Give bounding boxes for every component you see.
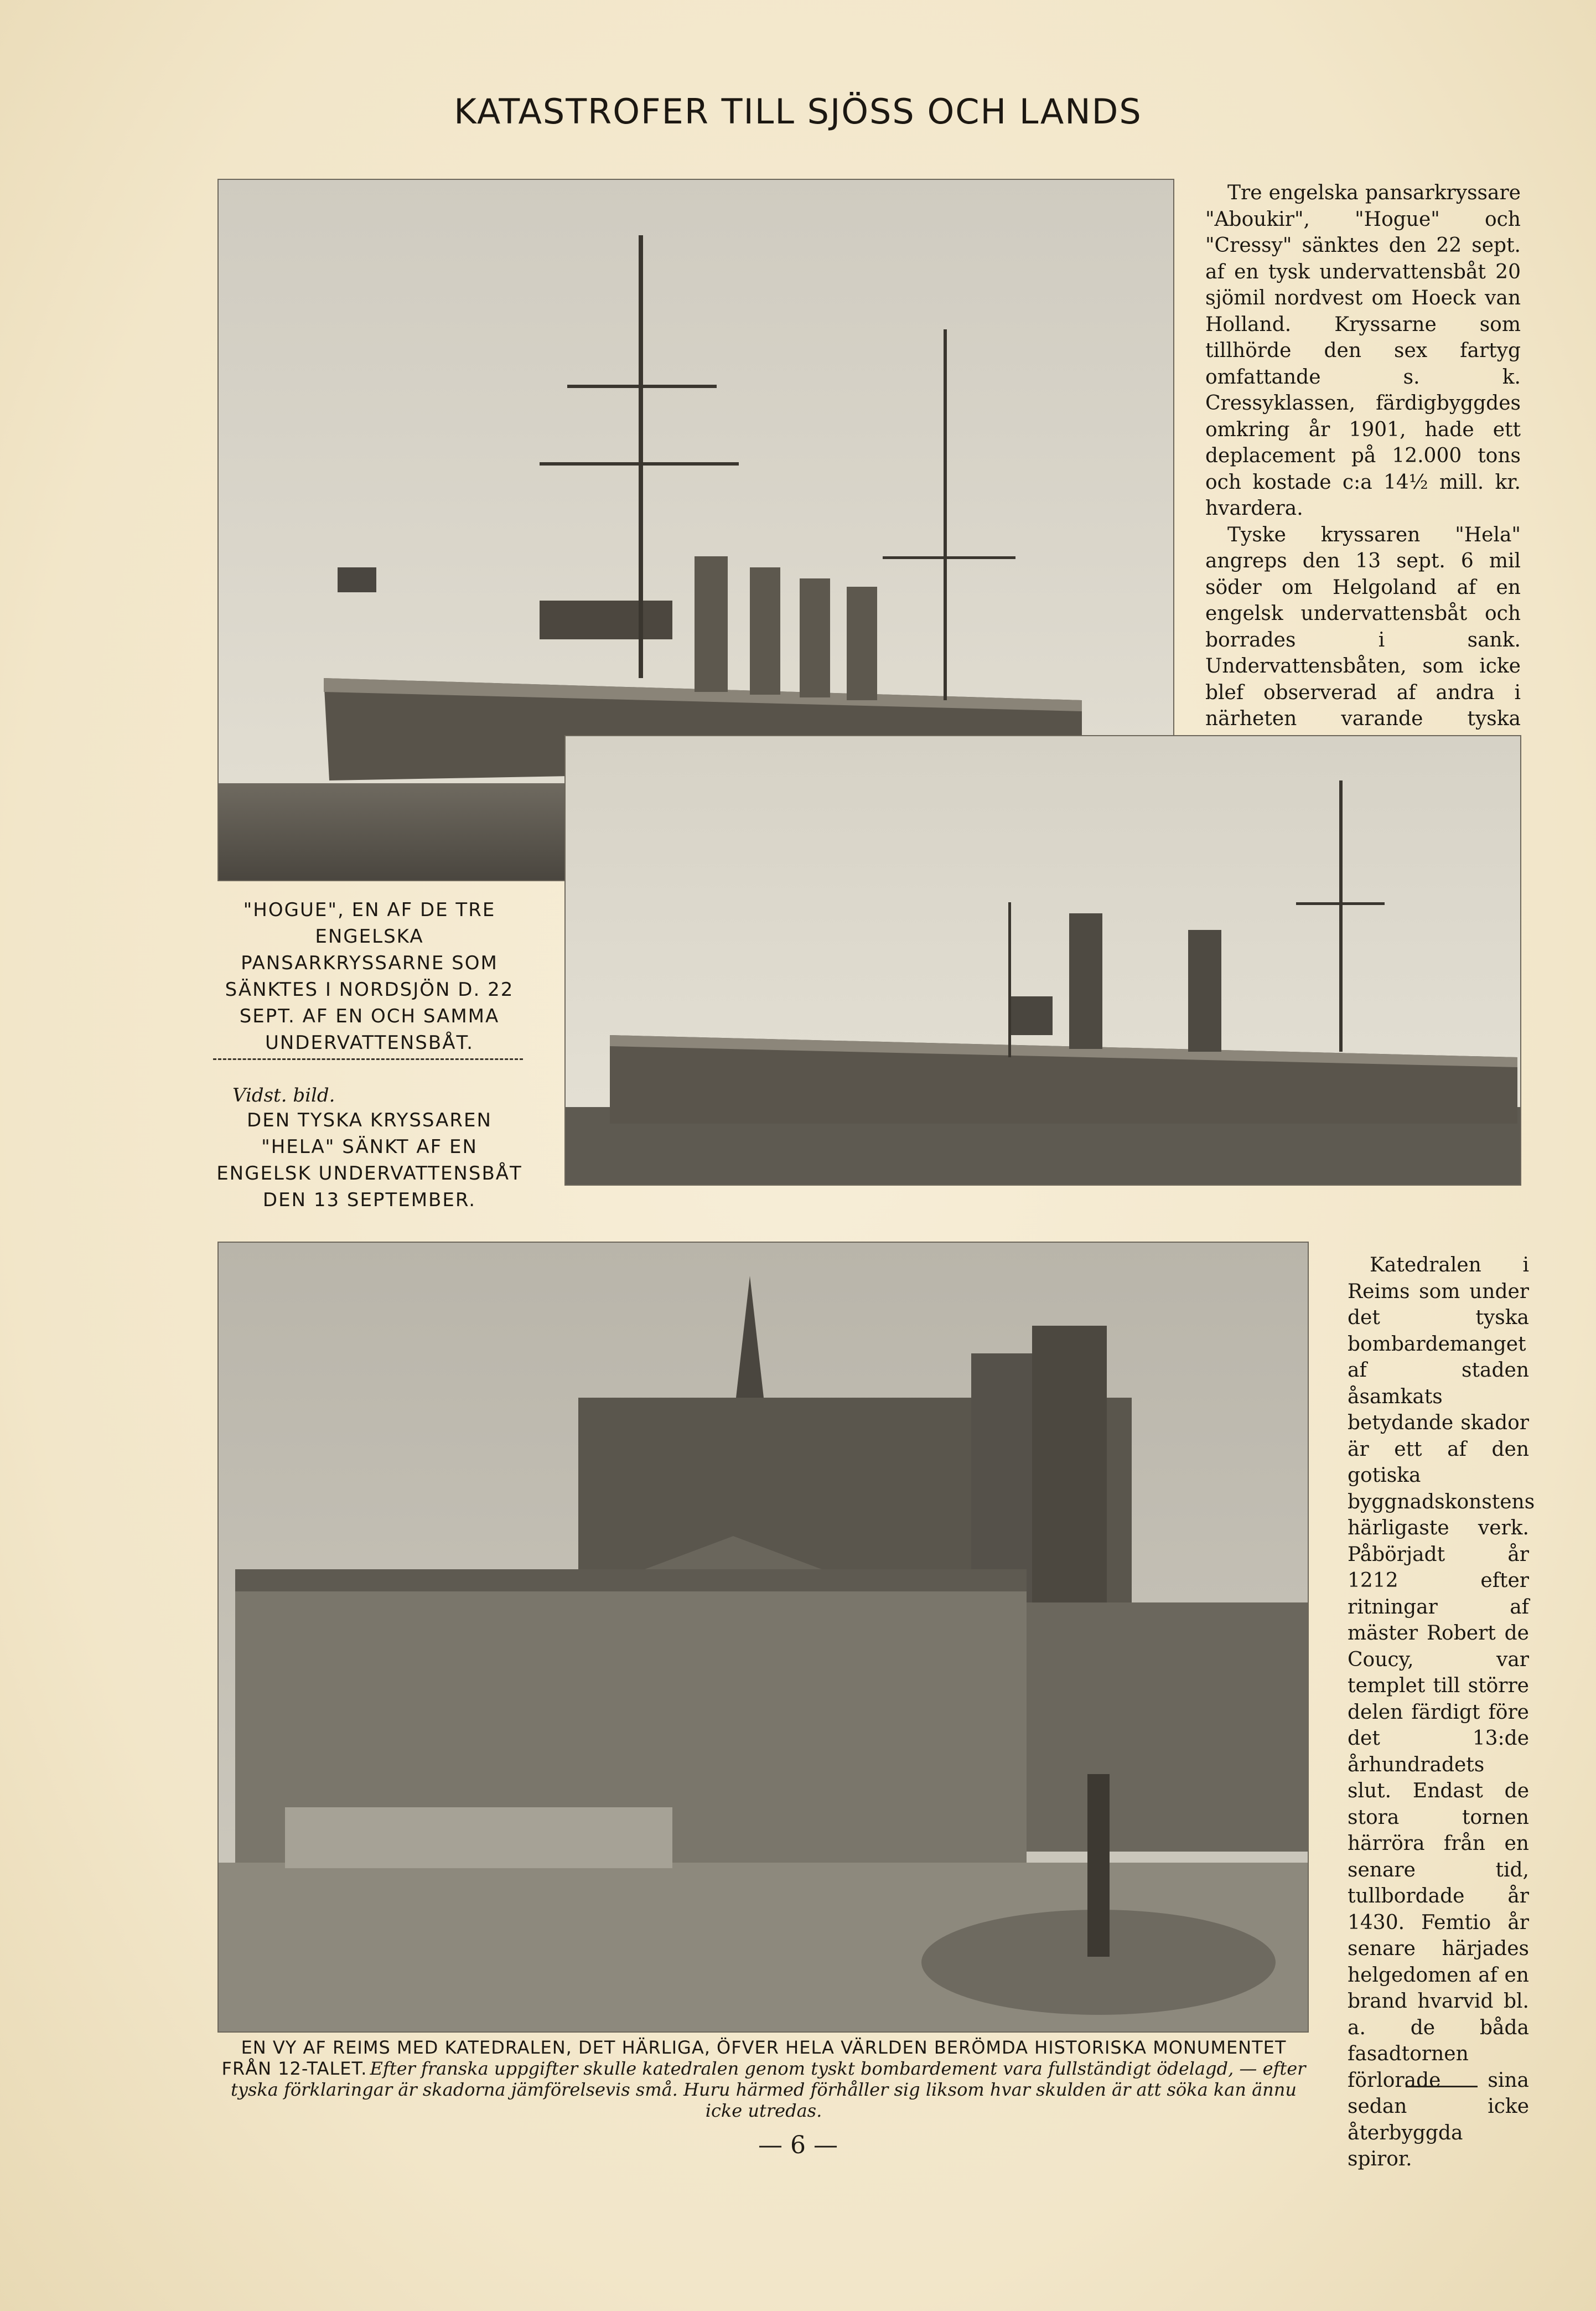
caption-reims — [213, 2037, 1314, 2121]
cathedral-article-text — [1348, 1252, 1535, 2173]
caption-hela: DEN TYSKA KRYSSAREN "HELA" SÄNKT AF EN ENGELSK UNDERVATTENSBÅT DEN 13 SEPTEMBER. — [216, 1109, 522, 1211]
ships-paragraph-1: Tre engelska pansarkryssare "Aboukir", "Hogue" och "Cressy" sänktes den 22 sept. af en tysk undervattensbåt 20 sjömil nordvest om Hoeck van Holland. Kryssarne som tillhörde den sex fartyg omfattande s. k. Cressyklassen, färdigbyggdes omkring år 1901, hade ett deplacement på 12.000 tons och kostade c:a 14½ mill. kr. hvardera. — [1205, 182, 1521, 520]
caption-divider — [213, 1058, 523, 1060]
page-number: — 6 — — [758, 2131, 838, 2159]
ships-paragraph-2: Tyske kryssaren "Hela" angreps den 13 sept. 6 mil söder om Helgoland af en engelsk undervattensbåt och borrades i sank. Undervattensbåten, som icke blef observerad af andra i närheten varande tyska — [1205, 523, 1521, 730]
photo-hela-cruiser — [564, 735, 1521, 1186]
ships-article-text — [1205, 180, 1521, 758]
caption-reims-note: Efter franska uppgifter skulle katedralen genom tyskt bombardement vara fullständigt ödelagd, — efter tyska förklaringar är skadorna jämförelsevis små. Huru härmed förhåller sig liksom hvar skulden är att söka kan ännu icke utredas. — [231, 2058, 1306, 2121]
reims-cathedral-image — [219, 1243, 1308, 2031]
page-header: KATASTROFER TILL SJÖSS OCH LANDS — [454, 91, 1142, 132]
cathedral-paragraph-1: Katedralen i Reims som under det tyska bombardemanget af staden åsamkats betydande skador är ett af den gotiska byggnadskonstens härligaste verk. Påbörjadt år 1212 efter ritningar af mäster Robert de Coucy, var templet till större delen färdigt före det 13:de århundradets slut. Endast de stora tornen härröra från en senare tid, tullbordade år 1430. Femtio år senare härjades helgedomen af en brand hvarvid bl. a. de båda fasadtornen förlorade sina sedan icke återbyggda spiror. — [1348, 1254, 1535, 2170]
photo-reims-cathedral — [217, 1242, 1309, 2033]
end-rule — [1406, 2086, 1478, 2087]
hela-cruiser-image — [566, 736, 1520, 1185]
caption-hela-prefix: Vidst. bild. — [232, 1084, 335, 1107]
caption-reims-main: EN VY AF REIMS MED KATEDRALEN, DET HÄRLIGA, ÖFVER HELA VÄRLDEN BERÖMDA HISTORISKA MONUMENTET FRÅN 12-TALET. — [221, 2037, 1287, 2079]
caption-hogue: "HOGUE", EN AF DE TRE ENGELSKA PANSARKRYSSARNE SOM SÄNKTES I NORDSJÖN D. 22 SEPT. AF EN OCH SAMMA UNDERVATTENSBÅT. — [225, 899, 514, 1054]
